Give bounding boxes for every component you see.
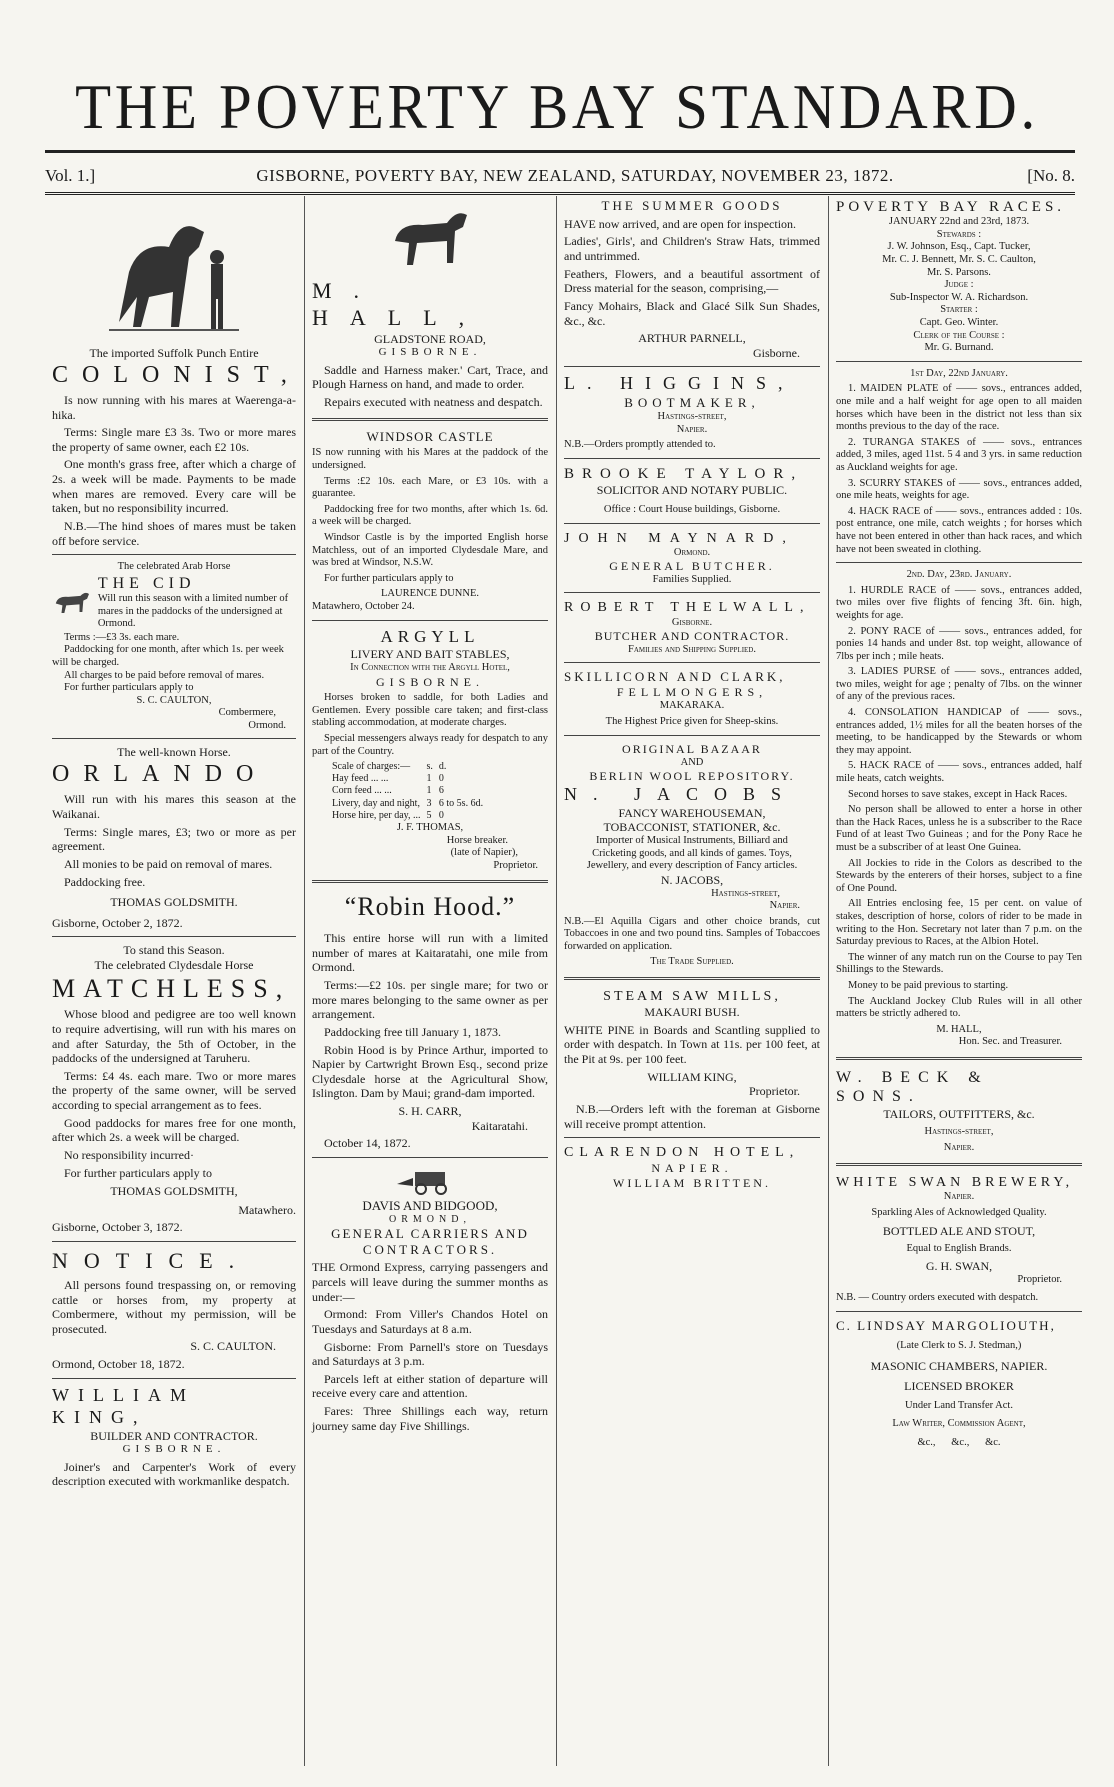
- matchless-line: Good paddocks for mares free for one month, after which 2s. a week will be charged.: [52, 1115, 296, 1145]
- race-note: The winner of any match run on the Course to pay Ten Shillings to the Stewards.: [836, 951, 1082, 976]
- notice-date: Ormond, October 18, 1872.: [52, 1357, 185, 1372]
- swan-line: Napier.: [943, 1190, 975, 1202]
- column-rule: [828, 196, 829, 1766]
- maynard-line: Ormond.: [673, 546, 711, 558]
- race-note: Money to be paid previous to starting.: [848, 979, 1009, 991]
- argyll-title: ARGYLL: [380, 626, 480, 646]
- hall-line: GISBORNE.: [378, 346, 482, 359]
- races-signature: M. HALL,: [936, 1023, 982, 1035]
- notice-signature: S. C. CAULTON.: [190, 1339, 276, 1354]
- davis-line: Parcels left at either station of departure will receive every care and attention.: [312, 1371, 548, 1401]
- race-entry: 5. HACK RACE of —— sovs., entrances added, half mile heats, catch weights.: [836, 760, 1082, 785]
- races-day-heading: 1st Day, 22nd January.: [910, 367, 1008, 379]
- jacobs-title: N. JACOBS: [564, 783, 798, 804]
- summer-place: Gisborne.: [753, 345, 800, 360]
- beck-title: W. BECK & SONS.: [836, 1068, 989, 1106]
- column-2: [312, 198, 548, 1436]
- robin-hood-title: “Robin Hood.”: [344, 892, 516, 922]
- summer-line: Ladies', Girls', and Children's Straw Hats, trimmed and untrimmed.: [564, 234, 820, 264]
- steam-line: WHITE PINE in Boards and Scantling supplied to order with despatch. In Town at 11s. per 100 feet, at the Pit at 9s. per 100 feet.: [564, 1022, 820, 1067]
- table-row: Hay feed ... ... 1 0: [332, 773, 444, 785]
- races-starter: Capt. Geo. Winter.: [919, 317, 999, 329]
- argyll-signature-line: (late of Napier),: [450, 847, 518, 859]
- colonist-line: N.B.—The hind shoes of mares must be taken off before service.: [52, 518, 296, 548]
- colonist-line: One month's grass free, after which a charge of 2s. a week will be made. Payments to be made when mares are removed. Every care will be taken, but no responsibility incurred.: [52, 457, 296, 516]
- robin-line: Paddocking free till January 1, 1873.: [324, 1024, 501, 1039]
- summer-line: Fancy Mohairs, Black and Glacé Silk Sun Shades, &c., &c.: [564, 298, 820, 328]
- margoliouth-line: Law Writer, Commission Agent,: [892, 1418, 1026, 1430]
- horse-illustration: [312, 198, 548, 278]
- steam-signature-line: Proprietor.: [749, 1084, 800, 1099]
- masthead-title: THE POVERTY BAY STANDARD.: [75, 71, 1039, 142]
- margoliouth-title: C. LINDSAY MARGOLIOUTH,: [836, 1318, 1056, 1334]
- higgins-line: Hastings-street,: [657, 411, 727, 423]
- colonist-line: Terms: Single mare £3 3s. Two or more mares the property of same owner, each £2 10s.: [52, 425, 296, 454]
- brooke-title: BROOKE TAYLOR,: [564, 466, 804, 483]
- races-steward: Mr. C. J. Bennett, Mr. S. C. Caulton,: [882, 254, 1036, 266]
- orlando-signature: THOMAS GOLDSMITH.: [110, 895, 238, 910]
- brooke-line: SOLICITOR AND NOTARY PUBLIC.: [596, 483, 788, 498]
- races-heading: Starter :: [940, 304, 978, 316]
- margoliouth-line: Under Land Transfer Act.: [905, 1399, 1013, 1411]
- margoliouth-line: (Late Clerk to S. J. Stedman,): [896, 1339, 1022, 1351]
- clarendon-title: CLARENDON HOTEL,: [564, 1145, 800, 1161]
- steam-line: N.B.—Orders left with the foreman at Gisborne will receive prompt attention.: [564, 1101, 820, 1131]
- race-entry: 3. SCURRY STAKES of —— sovs., entrances added, one mile heats, weights for age.: [836, 477, 1082, 502]
- bazaar-line: ORIGINAL BAZAAR: [622, 742, 762, 757]
- beck-line: Hastings-street,: [924, 1125, 994, 1137]
- steam-line: MAKAURI BUSH.: [644, 1005, 740, 1020]
- charges-header: Scale of charges:—: [332, 761, 411, 773]
- hall-title: M. HALL,: [312, 278, 487, 330]
- column-3: [564, 198, 820, 1190]
- colonist-line: Is now running with his mares at Waerenga-a-hika.: [52, 392, 296, 422]
- masthead-rule: [45, 150, 1075, 153]
- table-row: Corn feed ... ... 1 6: [332, 785, 444, 797]
- cid-signature: S. C. CAULTON,: [136, 694, 212, 706]
- matchless-line: Terms: £4 4s. each mare. Two or more mares the property of the same owner, will be served according to special arrangement as to fees.: [52, 1068, 296, 1113]
- race-entry: 2. PONY RACE of —— sovs., entrances added, for ponies 14 hands and under 8st. top weight, allowance of 7lbs per inch ; mile heats.: [836, 625, 1082, 662]
- windsor-title: WINDSOR CASTLE: [366, 428, 494, 444]
- issue-number: [No. 8.: [1027, 166, 1075, 185]
- horse-and-groom-icon: [109, 202, 239, 342]
- swan-line: Equal to English Brands.: [906, 1242, 1012, 1254]
- bazaar-signature-line: Hastings-street,: [711, 887, 780, 899]
- king-line: GISBORNE.: [122, 1443, 226, 1456]
- table-row: Horse hire, per day, ... 5 0: [332, 809, 444, 821]
- cid-intro: The celebrated Arab Horse: [117, 561, 231, 573]
- bazaar-line: The Trade Supplied.: [650, 956, 734, 968]
- argyll-line: In Connection with the Argyll Hotel,: [350, 661, 510, 673]
- volume-number: Vol. 1.]: [45, 166, 96, 185]
- matchless-place: Matawhero.: [238, 1202, 296, 1217]
- windsor-line: Windsor Castle is by the imported English horse Matchless, out of an imported Clydesdale Mare, and was bred at Windsor, N.S.W.: [312, 531, 548, 569]
- argyll-line: LIVERY AND BAIT STABLES,: [350, 647, 510, 662]
- races-heading: Stewards :: [936, 228, 982, 240]
- skillicorn-line: FELLMONGERS,: [616, 685, 768, 700]
- king-line: Joiner's and Carpenter's Work of every description executed with workmanlike despatch.: [52, 1459, 296, 1489]
- robin-signature: S. H. CARR,: [398, 1104, 462, 1118]
- cid-line: Will run this season with a limited number of mares in the paddocks of the undersigned at Ormond.: [97, 593, 289, 630]
- bazaar-line: AND: [680, 756, 704, 768]
- race-entry: 2. TURANGA STAKES of —— sovs., entrances added, 3 miles, aged 11st. 5 4 and 3 yrs. in same reduction as Auckland weights for age.: [836, 436, 1082, 473]
- race-note: No person shall be allowed to enter a horse in other than the Hack Races, unless he is a subscriber to the Race Fund of at least Two Guineas ; and for the Pony Race he must be a subscriber of at least One Guinea.: [836, 804, 1082, 854]
- cid-block: [52, 574, 296, 632]
- swan-line: Sparkling Ales of Acknowledged Quality.: [871, 1207, 1047, 1219]
- higgins-title: L. HIGGINS,: [564, 373, 795, 394]
- swan-signature: G. H. SWAN,: [925, 1259, 993, 1274]
- orlando-date: Gisborne, October 2, 1872.: [52, 915, 183, 930]
- margoliouth-line: LICENSED BROKER: [904, 1379, 1014, 1394]
- maynard-line: GENERAL BUTCHER.: [609, 559, 775, 574]
- beck-line: TAILORS, OUTFITTERS, &c.: [883, 1106, 1035, 1121]
- charges-table: [332, 761, 489, 822]
- orlando-title: ORLANDO: [52, 761, 268, 788]
- charges-header: s.: [426, 761, 433, 773]
- higgins-line: N.B.—Orders promptly attended to.: [564, 439, 716, 451]
- bazaar-line: Importer of Musical Instruments, Billiard and Cricketing goods, and all kinds of games. Toys, Jewellery, and every description of Fancy articles.: [586, 835, 798, 872]
- matchless-signature: THOMAS GOLDSMITH,: [110, 1184, 238, 1199]
- summer-line: HAVE now arrived, and are open for inspection.: [564, 216, 797, 231]
- windsor-line: Terms :£2 10s. each Mare, or £3 10s. with a guarantee.: [312, 475, 548, 500]
- thelwall-title: ROBERT THELWALL,: [564, 600, 811, 616]
- bazaar-line: TOBACCONIST, STATIONER, &c.: [603, 820, 781, 835]
- margoliouth-line: &c., &c., &c.: [917, 1436, 1001, 1448]
- swan-line: N.B. — Country orders executed with despatch.: [836, 1292, 1039, 1304]
- charges-header: d.: [438, 761, 447, 773]
- windsor-line: Paddocking free for two months, after which 1s. 6d. a week will be charged.: [312, 503, 548, 528]
- race-entry: 1. MAIDEN PLATE of —— sovs., entrances added, one mile and a half weight for age open to all maiden horses which have been in the district not less than six months previous to the day of the race.: [836, 383, 1082, 433]
- matchless-line: No responsibility incurred·: [64, 1147, 194, 1162]
- argyll-signature-line: Horse breaker.: [446, 834, 508, 846]
- matchless-line: For further particulars apply to: [64, 1165, 212, 1180]
- argyll-line: Special messengers always ready for despatch to any part of the Country.: [312, 732, 548, 757]
- argyll-signature: J. F. THOMAS,: [396, 822, 464, 834]
- clarendon-line: NAPIER.: [651, 1161, 733, 1176]
- bazaar-line: FANCY WAREHOUSEMAN,: [618, 805, 766, 820]
- notice-line: All persons found trespassing on, or removing cattle or horses from, my property at Combermere, without my permission, will be prosecuted.: [52, 1277, 296, 1336]
- races-heading: Judge :: [944, 279, 974, 291]
- table-row: Livery, day and night, 3 6 to 5s. 6d.: [332, 797, 484, 809]
- column-rule: [556, 196, 557, 1766]
- horse-icon: [385, 201, 475, 276]
- king-line: BUILDER AND CONTRACTOR.: [90, 1428, 258, 1443]
- race-entry: 4. HACK RACE of —— sovs., entrances added : 10s. post entrance, one mile, catch weights ; for horses which have not been entered in other than hack races, and which have not been sweated in clothing.: [836, 505, 1082, 555]
- matchless-title: MATCHLESS,: [52, 973, 291, 1003]
- orlando-line: Will run with his mares this season at the Waikanai.: [52, 792, 296, 821]
- cid-title: THE CID: [97, 574, 196, 592]
- windsor-date: Matawhero, October 24.: [312, 600, 415, 612]
- skillicorn-line: MAKARAKA.: [659, 699, 725, 711]
- races-steward: Mr. S. Parsons.: [927, 266, 991, 278]
- davis-line: Ormond: From Viller's Chandos Hotel on Tuesdays and Saturdays at 8 a.m.: [312, 1307, 548, 1336]
- dateline-rule: [45, 192, 1075, 195]
- argyll-line: Horses broken to saddle, for both Ladies and Gentlemen. Every possible care taken; and first-class stabling accommodation, at moderate charges.: [312, 692, 548, 729]
- robin-place: Kaitaratahi.: [471, 1118, 528, 1133]
- cid-line: For further particulars apply to: [64, 682, 194, 694]
- bazaar-line: N.B.—El Aquilla Cigars and other choice brands, cut Tobaccoes in one and two pound tins. Samples of Tobaccoes forwarded on application.: [564, 915, 820, 952]
- maynard-line: Families Supplied.: [652, 573, 732, 585]
- cid-line: All charges to be paid before removal of mares.: [64, 669, 265, 681]
- races-day-heading: 2nd. Day, 23rd. January.: [906, 569, 1012, 581]
- davis-line: ORMOND,: [389, 1213, 471, 1225]
- skillicorn-title: SKILLICORN AND CLARK,: [564, 669, 786, 685]
- races-line: JANUARY 22nd and 23rd, 1873.: [888, 216, 1030, 228]
- hall-line: Repairs executed with neatness and despatch.: [324, 394, 543, 409]
- race-note: All Entries enclosing fee, 15 per cent. on value of stakes, description of horse, colors of rider to be made in writing to the Hon. Secretary not later than 7 p.m. on the Saturday previous to Races, at the Albion Hotel.: [836, 898, 1082, 948]
- margoliouth-line: MASONIC CHAMBERS, NAPIER.: [870, 1358, 1048, 1373]
- races-signature-line: Hon. Sec. and Treasurer.: [958, 1036, 1062, 1048]
- race-entry: 3. LADIES PURSE of —— sovs., entrances added, two miles, weight for age ; penalty of 7lbs. on the winner of any of the previous races.: [836, 666, 1082, 703]
- column-4: [836, 198, 1082, 1450]
- swan-line: BOTTLED ALE AND STOUT,: [882, 1224, 1036, 1239]
- summer-signature: ARTHUR PARNELL,: [638, 331, 746, 346]
- bazaar-signature-line: Napier.: [769, 900, 800, 912]
- steam-title: STEAM SAW MILLS,: [603, 989, 781, 1005]
- orlando-line: Terms: Single mares, £3; two or more as per agreement.: [52, 824, 296, 854]
- matchless-date: Gisborne, October 3, 1872.: [52, 1220, 183, 1235]
- cid-signature-place: Combermere,: [218, 707, 276, 719]
- swan-title: WHITE SWAN BREWERY,: [836, 1174, 1074, 1190]
- orlando-line: Paddocking free.: [64, 874, 146, 889]
- steam-signature: WILLIAM KING,: [647, 1069, 737, 1084]
- davis-line: CONTRACTORS.: [362, 1241, 498, 1257]
- races-judge: Sub-Inspector W. A. Richardson.: [889, 291, 1029, 303]
- races-clerk: Mr. G. Burnand.: [924, 342, 994, 354]
- thelwall-line: Gisborne.: [671, 616, 713, 628]
- thelwall-line: Families and Shipping Supplied.: [628, 643, 756, 655]
- davis-line: GENERAL CARRIERS AND: [331, 1225, 529, 1241]
- horse-illustration: [52, 198, 296, 346]
- argyll-line: GISBORNE.: [375, 674, 484, 689]
- notice-title: NOTICE.: [52, 1248, 251, 1274]
- orlando-line: All monies to be paid on removal of mares.: [64, 856, 273, 871]
- race-entry: 4. CONSOLATION HANDICAP of —— sovs., entrances added, 1½ miles for all the beaten horses of the meeting, to be handicapped by the Stewards or whom they may appoint.: [836, 707, 1082, 756]
- clarendon-line: WILLIAM BRITTEN.: [613, 1175, 771, 1190]
- coach-illustration: [312, 1164, 548, 1198]
- summer-title: THE SUMMER GOODS: [601, 198, 783, 213]
- skillicorn-line: The Highest Price given for Sheep-skins.: [605, 716, 779, 728]
- colonist-title: COLONIST,: [52, 361, 301, 388]
- race-note: Second horses to save stakes, except in Hack Races.: [848, 788, 1068, 800]
- colonist-intro: The imported Suffolk Punch Entire: [89, 346, 259, 360]
- davis-line: THE Ormond Express, carrying passengers and parcels will leave during the summer months as under:—: [312, 1260, 548, 1304]
- race-entry: 1. HURDLE RACE of —— sovs., entrances added, two miles over five flights of fencing 3ft. 6in. high, weights for age.: [836, 584, 1082, 621]
- orlando-intro: The well-known Horse.: [117, 745, 231, 760]
- beck-line: Napier.: [943, 1142, 975, 1154]
- column-1: [52, 198, 301, 1492]
- cid-signature-place: Ormond.: [248, 719, 286, 731]
- place-date: GISBORNE, POVERTY BAY, NEW ZEALAND, SATURDAY, NOVEMBER 23, 1872.: [256, 166, 894, 185]
- cid-line: Terms :—£3 3s. each mare.: [64, 631, 180, 643]
- robin-line: Robin Hood is by Prince Arthur, imported to Napier by Cartwright Brown Esq., second prize Clydesdale horse at the Agricultural Show, Islington. Dam by Maui; grand-dam imported.: [312, 1042, 548, 1101]
- windsor-signature: LAURENCE DUNNE.: [381, 588, 479, 600]
- thelwall-line: BUTCHER AND CONTRACTOR.: [594, 629, 790, 644]
- column-rule: [304, 196, 305, 1766]
- swan-signature-line: Proprietor.: [1017, 1273, 1062, 1285]
- cid-line: Paddocking for one month, after which 1s. per week will be charged.: [52, 644, 284, 668]
- robin-line: Terms:—£2 10s. per single mare; for two or more mares belonging to the same owner as per arrangement.: [312, 978, 548, 1022]
- davis-line: Fares: Three Shillings each way, return journey same day Five Shillings.: [312, 1404, 548, 1433]
- windsor-line: For further particulars apply to: [324, 572, 454, 584]
- hall-line: GLADSTONE ROAD,: [374, 331, 486, 346]
- brooke-line: Office : Court House buildings, Gisborne.: [603, 504, 781, 515]
- robin-date: October 14, 1872.: [324, 1136, 411, 1151]
- race-note: All Jockies to ride in the Colors as described to the Stewards by the enterers of their horses, subject to a fine of One Pound.: [836, 857, 1082, 894]
- races-steward: J. W. Johnson, Esq., Capt. Tucker,: [887, 241, 1031, 253]
- king-title: WILLIAM KING,: [52, 1384, 195, 1427]
- robin-line: This entire horse will run with a limited number of mares at Kaitaratahi, one mile from Ormond.: [312, 931, 548, 975]
- matchless-line: Whose blood and pedigree are too well known to require advertising, will run with his mares on and after Saturday, the 5th of October, in the paddocks of the undersigned at Taruheru.: [52, 1007, 296, 1066]
- higgins-line: BOOTMAKER,: [624, 395, 760, 411]
- bazaar-signature: N. JACOBS,: [660, 872, 724, 887]
- davis-line: Gisborne: From Parnell's store on Tuesdays and Saturdays at 3 p.m.: [312, 1339, 548, 1369]
- races-title: POVERTY BAY RACES.: [836, 199, 1066, 215]
- hall-line: Saddle and Harness maker.' Cart, Trace, and Plough Harness on hand, and made to order.: [312, 362, 548, 392]
- argyll-signature-line: Proprietor.: [493, 859, 538, 871]
- matchless-intro: The celebrated Clydesdale Horse: [94, 958, 254, 972]
- race-note: The Auckland Jockey Club Rules will in all other matters be strictly adhered to.: [836, 995, 1082, 1020]
- maynard-title: JOHN MAYNARD,: [564, 530, 795, 546]
- bazaar-line: BERLIN WOOL REPOSITORY.: [589, 769, 795, 784]
- matchless-intro: To stand this Season.: [123, 943, 225, 958]
- higgins-line: Napier.: [676, 423, 708, 435]
- arab-horse-icon: [52, 574, 92, 632]
- summer-line: Feathers, Flowers, and a beautiful assortment of Dress material for the season, comprising,—: [564, 266, 820, 296]
- windsor-line: IS now running with his Mares at the paddock of the undersigned.: [312, 447, 548, 472]
- races-heading: Clerk of the Course :: [913, 329, 1005, 341]
- davis-title: DAVIS AND BIDGOOD,: [362, 1197, 498, 1213]
- coach-icon: [395, 1166, 465, 1196]
